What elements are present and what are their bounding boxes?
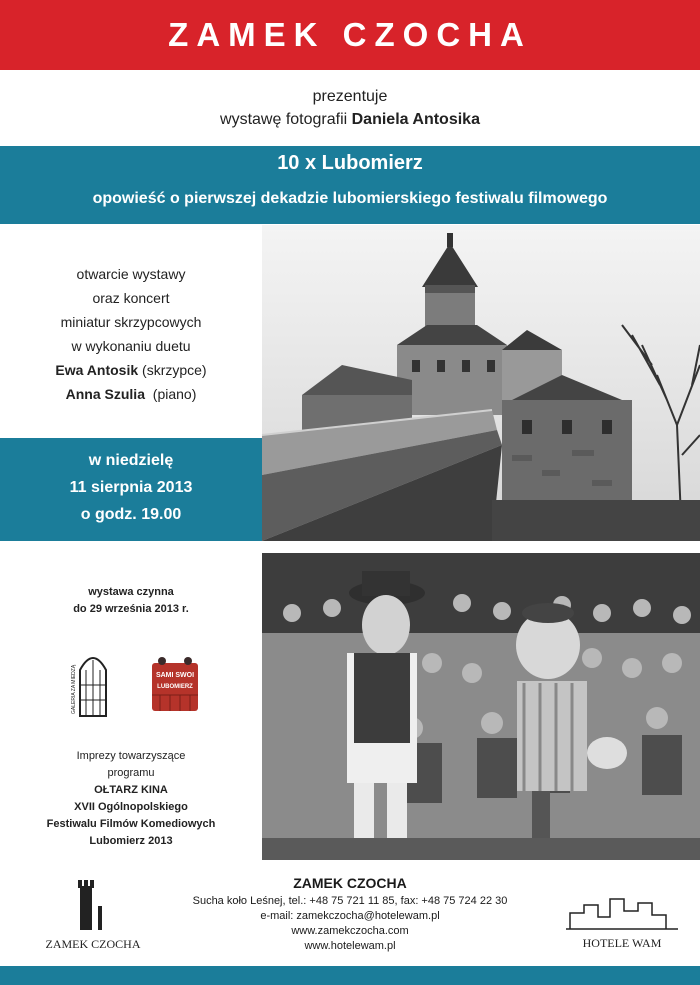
intro-exhibition-line (0, 111, 700, 129)
event-date-text: 11 sierpnia 2013 (69, 479, 193, 496)
open-until-line2: do 29 września 2013 r. (73, 603, 189, 615)
intro-presents: prezentuje (312, 88, 388, 105)
hotele-wam-logo (566, 895, 678, 950)
opening-line: oraz koncert (92, 290, 170, 306)
event-day: w niedzielę (88, 452, 174, 469)
opening-info (0, 262, 262, 406)
zamek-czocha-logo (38, 876, 148, 951)
performer-2 (0, 382, 262, 406)
side-events (0, 748, 262, 850)
events-line: XVII Ogólnopolskiego (74, 801, 188, 813)
photographer-name: Daniela Antosika (351, 111, 480, 128)
poster-title: ZAMEK CZOCHA (168, 16, 532, 53)
performer-role: (skrzypce) (138, 362, 207, 378)
gallery-logo-text: GALERIA ZA MIEDZĄ (71, 664, 77, 714)
events-line: Imprezy towarzyszące (76, 750, 186, 762)
events-festival-name: OŁTARZ KINA (94, 784, 168, 796)
events-line: programu (107, 767, 155, 779)
contact-block (170, 875, 530, 954)
lubomierz-text: LUBOMIERZ (157, 684, 193, 690)
open-until-line1: wystawa czynna (88, 586, 174, 598)
gallery-za-miedza-logo (72, 640, 114, 718)
crowd-photo (262, 553, 700, 860)
events-line: Festiwalu Filmów Komediowych (46, 818, 216, 830)
events-line: Lubomierz 2013 (89, 835, 173, 847)
castle-photo (262, 225, 700, 541)
contact-address: Sucha koło Leśnej, tel.: +48 75 721 11 85, fax: +48 75 724 22 30 (192, 895, 508, 907)
performer-role: (piano) (145, 386, 197, 402)
intro-exhibition-text: wystawę fotografii (220, 111, 352, 128)
opening-line: miniatur skrzypcowych (60, 314, 202, 330)
event-date (0, 447, 262, 528)
sami-swoi-logo (150, 655, 200, 715)
contact-website[interactable]: www.zamekczocha.com (291, 925, 409, 937)
footer-band (0, 966, 700, 985)
sami-swoi-text: SAMI SWOI (155, 672, 195, 679)
performer-name: Anna Szulia (65, 386, 145, 402)
contact-email[interactable]: e-mail: zamekczocha@hotelewam.pl (260, 910, 440, 922)
hotele-wam-logo-text: HOTELE WAM (582, 936, 662, 950)
opening-line: w wykonaniu duetu (71, 338, 191, 354)
performer-1 (0, 358, 262, 382)
exhibition-open-until (0, 584, 262, 618)
exhibition-subtitle: opowieść o pierwszej dekadzie lubomierskiego festiwalu filmowego (92, 190, 608, 207)
event-time: o godz. 19.00 (80, 506, 182, 523)
contact-heading: ZAMEK CZOCHA (293, 875, 407, 891)
zamek-czocha-logo-text: ZAMEK CZOCHA (45, 937, 141, 951)
contact-website[interactable]: www.hotelewam.pl (304, 940, 396, 952)
performer-name: Ewa Antosik (55, 362, 139, 378)
exhibition-title: 10 x Lubomierz (277, 152, 423, 174)
opening-line: otwarcie wystawy (76, 266, 186, 282)
